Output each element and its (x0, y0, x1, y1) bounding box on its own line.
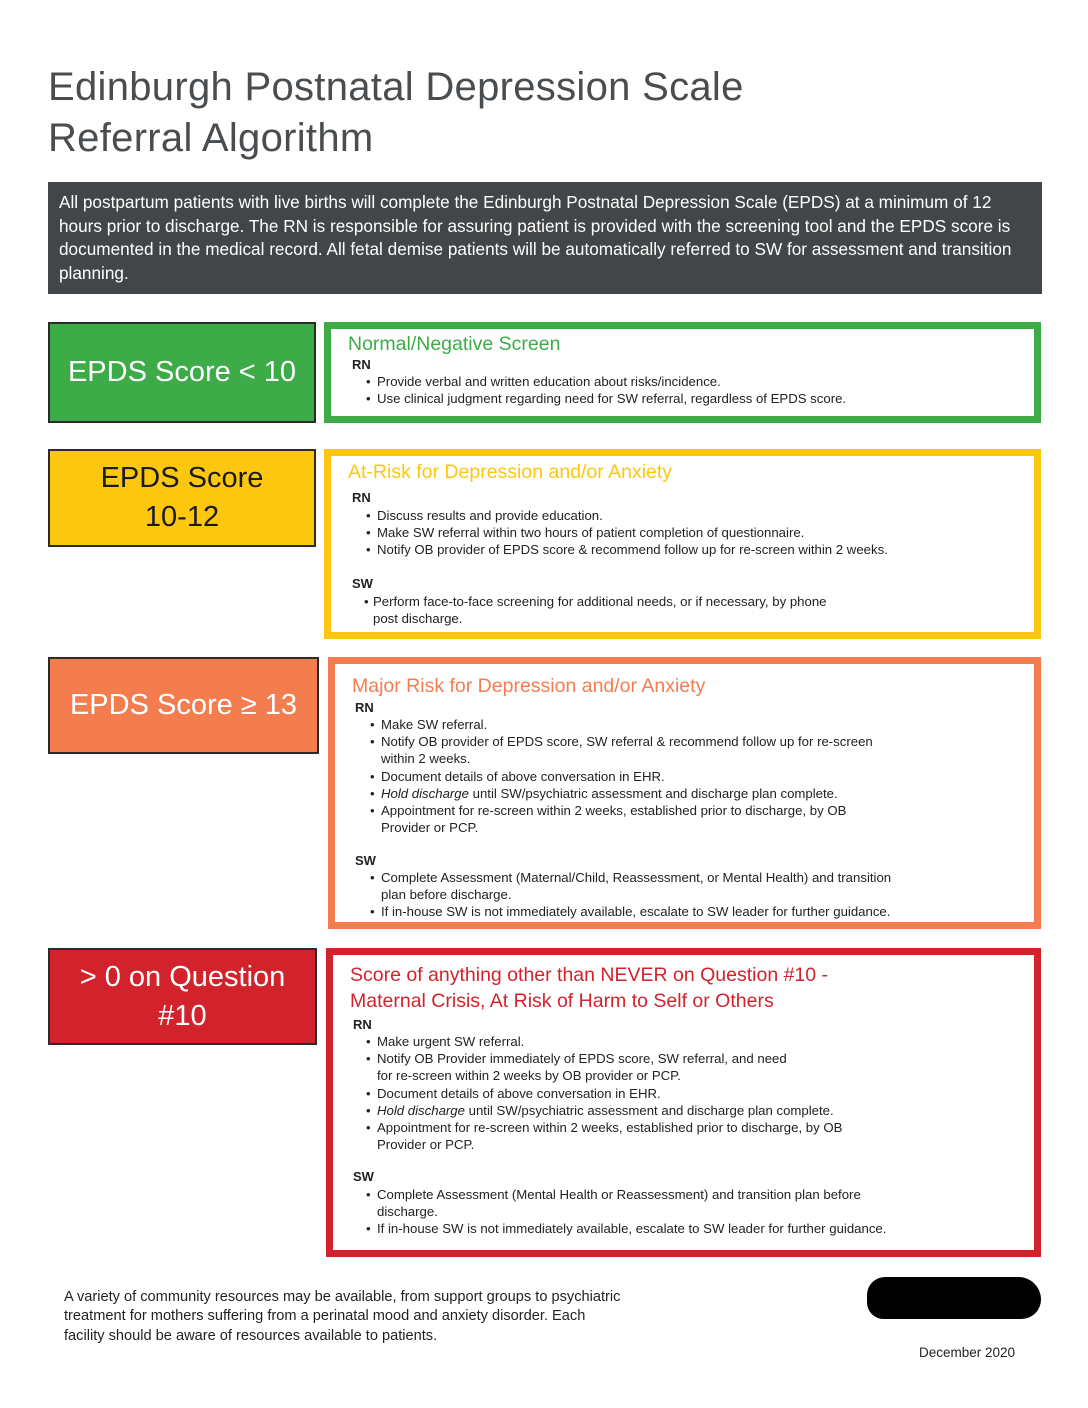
list-item-line: • Appointment for re-screen within 2 weeks, established prior to discharge, by OB (381, 803, 847, 819)
list-item-line: • If in-house SW is not immediately available, escalate to SW leader for further guidance. (377, 1221, 887, 1237)
list-item (362, 1085, 842, 1102)
list-item-line: • Make SW referral. (381, 717, 488, 732)
emphasis-text: Hold discharge (377, 1102, 465, 1118)
sw-list (366, 869, 891, 921)
list-item-line: • Make urgent SW referral. (377, 1034, 525, 1049)
list-item-line: • Appointment for re-screen within 2 weeks, established prior to discharge, by OB (377, 1120, 843, 1136)
guidance-card-at-risk (324, 449, 1041, 639)
list-item-line: • Notify OB Provider immediately of EPDS score, SW referral, and need (377, 1051, 787, 1067)
list-item-line: • Complete Assessment (Mental Health or Reassessment) and transition plan before (377, 1187, 861, 1202)
rn-label: RN (353, 1017, 372, 1032)
list-item (362, 1119, 842, 1153)
list-item-line: • Perform face-to-face screening for additional needs, or if necessary, by phone (373, 594, 827, 609)
sw-label: SW (355, 853, 376, 868)
redacted-logo (867, 1277, 1041, 1319)
score-label-line-1: EPDS Score (100, 462, 264, 494)
list-item (366, 733, 873, 767)
list-item-line: discharge. (377, 1204, 438, 1220)
page-title-line-1: Edinburgh Postnatal Depression Scale (48, 65, 744, 109)
list-item (362, 1050, 842, 1084)
guidance-card-maternal-crisis (326, 948, 1041, 1257)
list-item (362, 1186, 886, 1220)
list-item-line: for re-screen within 2 weeks by OB provider or PCP. (377, 1068, 681, 1084)
list-item (362, 1033, 842, 1050)
footer-line-2: treatment for mothers suffering from a perinatal mood and anxiety disorder. Each (64, 1308, 586, 1325)
list-item-line: • Document details of above conversation in EHR. (381, 768, 665, 784)
intro-text: All postpartum patients with live births will complete the Edinburgh Postnatal Depression Scale (EPDS) at a minimum of 12 hours prior to discharge. The RN is responsible for assuring patient is provided with the screening tool and the EPDS score is documented in the medical record. All fetal demise patients will be automatically referred to SW for assessment and transition planning. (59, 192, 1012, 283)
footer-note (64, 1288, 724, 1346)
score-label-line-1: > 0 on Question (79, 960, 286, 993)
sw-label: SW (353, 1169, 374, 1184)
list-item (366, 785, 873, 802)
publication-date: December 2020 (919, 1345, 1016, 1360)
list-item-line: • Hold discharge until SW/psychiatric assessment and discharge plan complete. (377, 1102, 834, 1118)
sw-label: SW (352, 576, 373, 591)
list-item-line: • Hold discharge until SW/psychiatric assessment and discharge plan complete. (381, 785, 838, 801)
list-item (366, 768, 873, 785)
list-item (366, 802, 873, 836)
sw-list (360, 593, 827, 627)
guidance-card-normal (324, 322, 1041, 423)
list-item (362, 1102, 842, 1119)
rn-label: RN (352, 357, 371, 372)
list-item-line: Provider or PCP. (377, 1137, 475, 1153)
footer-line-1: A variety of community resources may be available, from support groups to psychiatric (64, 1289, 621, 1305)
score-label-line-2: #10 (158, 999, 207, 1032)
page-title-line-2: Referral Algorithm (48, 116, 374, 160)
list-item (366, 869, 891, 903)
footer-line-3: facility should be aware of resources available to patients. (64, 1327, 438, 1344)
rn-list (366, 716, 873, 836)
list-item: • Notify OB provider of EPDS score & recommend follow up for re-screen within 2 weeks. (362, 541, 888, 558)
list-item-line: • Notify OB provider of EPDS score, SW referral & recommend follow up for re-screen (381, 734, 873, 750)
list-item-line: • Complete Assessment (Maternal/Child, Reassessment, or Mental Health) and transition (381, 870, 892, 885)
score-label-line-1: EPDS Score < 10 (67, 356, 297, 388)
list-item (360, 593, 827, 627)
rn-list (362, 1033, 842, 1153)
list-item-line: Provider or PCP. (381, 820, 479, 836)
list-item-line: within 2 weeks. (381, 751, 471, 767)
card-title: At-Risk for Depression and/or Anxiety (348, 461, 673, 483)
score-box-13-plus (48, 657, 319, 754)
score-label-line-1: EPDS Score ≥ 13 (69, 689, 298, 721)
emphasis-text: Hold discharge (381, 785, 469, 801)
card-title: Major Risk for Depression and/or Anxiety (352, 675, 706, 697)
list-item-line: • Document details of above conversation in EHR. (377, 1085, 661, 1101)
card-title-line-2: Maternal Crisis, At Risk of Harm to Self or Others (350, 990, 774, 1012)
list-item: • Discuss results and provide education. (362, 507, 888, 524)
card-title-line-1: Score of anything other than NEVER on Question #10 - (350, 964, 829, 986)
rn-label: RN (352, 490, 371, 505)
list-item-line: post discharge. (373, 611, 463, 627)
rn-list (362, 507, 888, 559)
score-box-under-10 (48, 322, 316, 423)
card-title: Normal/Negative Screen (348, 333, 561, 355)
page-title (48, 62, 948, 164)
list-item-line: • If in-house SW is not immediately available, escalate to SW leader for further guidance. (381, 904, 891, 920)
list-item: • Provide verbal and written education about risks/incidence. (362, 373, 846, 390)
list-item-line: plan before discharge. (381, 887, 512, 903)
rn-list (362, 373, 846, 407)
list-item (362, 1220, 886, 1237)
sw-list (362, 1186, 886, 1238)
score-box-10-12 (48, 449, 316, 547)
guidance-card-major-risk (328, 657, 1041, 929)
score-label-line-2: 10-12 (144, 501, 220, 533)
list-item (366, 903, 891, 920)
list-item: • Use clinical judgment regarding need for SW referral, regardless of EPDS score. (362, 390, 846, 407)
list-item (366, 716, 873, 733)
score-box-question-10 (48, 948, 317, 1045)
rn-label: RN (355, 700, 374, 715)
list-item: • Make SW referral within two hours of patient completion of questionnaire. (362, 524, 888, 541)
intro-banner (48, 182, 1042, 294)
